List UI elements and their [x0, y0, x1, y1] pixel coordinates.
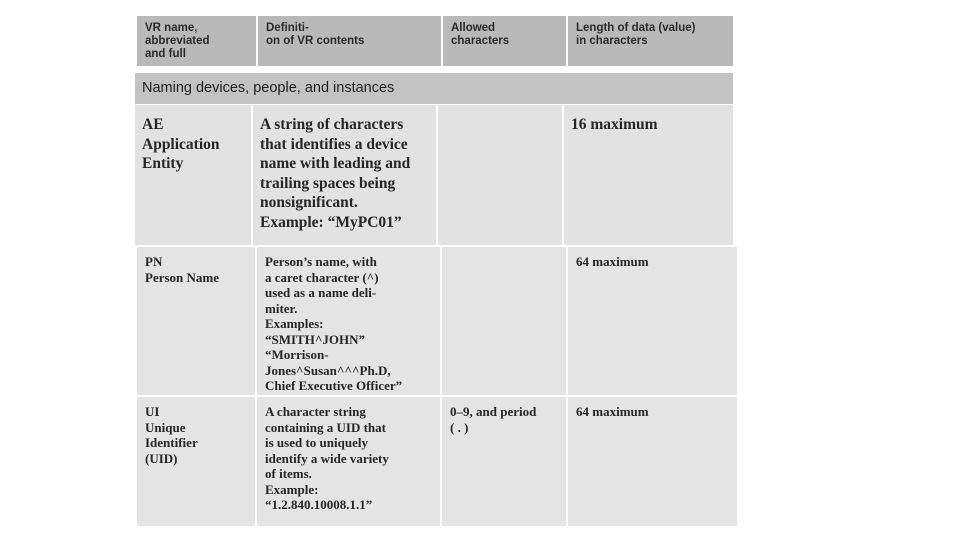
cell-vr-name: UI Unique Identifier (UID) [137, 397, 257, 528]
cell-length: 16 maximum [564, 105, 733, 245]
table-header [137, 16, 733, 66]
cell-definition: A character string containing a UID that is used to uniquely identify a wide variety of items. Example: “1.2.840.10008.1.1” [257, 397, 442, 528]
cell-length: 64 maximum [568, 397, 737, 528]
table-row-ae [135, 105, 733, 245]
cell-length: 64 maximum [568, 247, 737, 397]
header-cell-allowed-characters: Allowed characters [443, 16, 568, 66]
section-title: Naming devices, people, and instances [135, 73, 733, 104]
table-body [137, 247, 737, 528]
header-cell-length: Length of data (value) in characters [568, 16, 733, 66]
header-cell-vr-name: VR name, abbreviated and full [137, 16, 258, 66]
header-cell-definition: Definiti- on of VR contents [258, 16, 443, 66]
cell-vr-name: AE Application Entity [135, 105, 253, 245]
cell-allowed-characters: 0–9, and period ( . ) [442, 397, 568, 528]
cell-allowed-characters [438, 105, 564, 245]
cell-vr-name: PN Person Name [137, 247, 257, 397]
cell-allowed-characters [442, 247, 568, 397]
cell-definition: A string of characters that identifies a device name with leading and trailing spaces being nonsignificant. Example: “MyPC01” [253, 105, 438, 245]
cell-definition: Person’s name, with a caret character (^) used as a name deli- miter. Examples: “SMITH^JOHN” “Morrison- Jones^Susan^^^Ph.D, Chief Executive Officer” [257, 247, 442, 397]
